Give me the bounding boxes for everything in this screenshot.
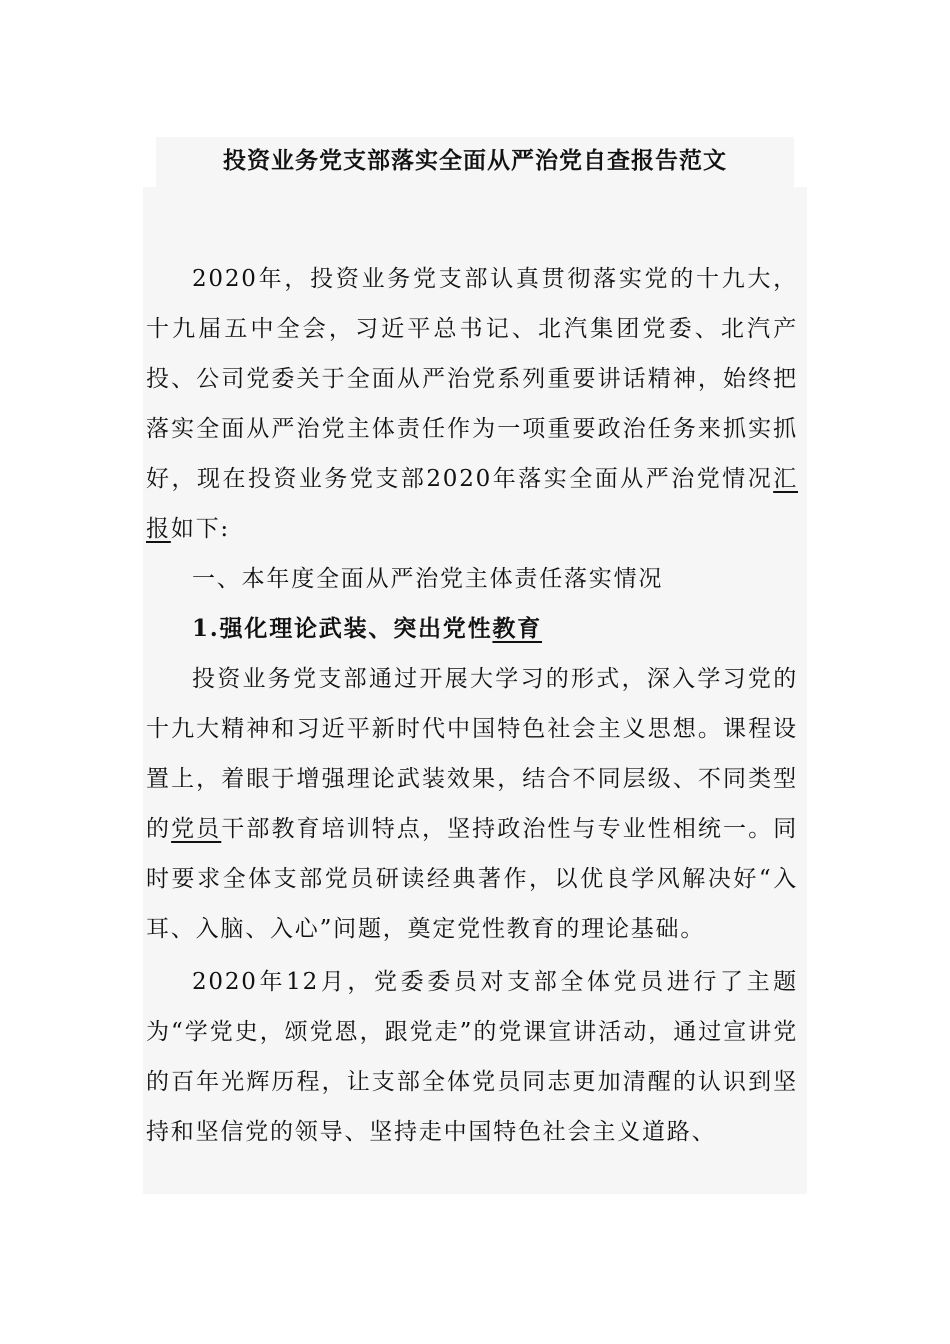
link-education[interactable]: 教育 — [492, 615, 543, 642]
paragraph-study — [146, 654, 798, 954]
document-title: 投资业务党支部落实全面从严治党自查报告范文 — [223, 147, 727, 174]
subsection-heading-text: 1.强化理论武装、突出党性 — [192, 615, 493, 642]
section-heading: 一、本年度全面从严治党主体责任落实情况 — [192, 566, 664, 592]
intro-text: 2020年，投资业务党支部认真贯彻落实党的十九大，十九届五中全会，习近平总书记、北汽集团党委、北汽产投、公司党委关于全面从严治党系列重要讲话精神，始终把落实全面从严治党主体责任作为一项重要政治任务来抓实抓好，现在投资业务党支部2020年落实全面从严治党情况 — [146, 266, 798, 492]
study-text: 投资业务党支部通过开展大学习的形式，深入学习党的十九大精神和习近平新时代中国特色社会主义思想。课程设置上，着眼于增强理论武装效果，结合不同层级、不同类型的 — [146, 666, 798, 842]
link-report[interactable]: 汇报 — [146, 466, 798, 542]
link-party-member[interactable]: 党员 — [171, 816, 222, 842]
document-body — [146, 254, 798, 1157]
intro-text-tail: 如下: — [170, 516, 230, 542]
study-text-tail: 干部教育培训特点，坚持政治性与专业性相统一。同时要求全体支部党员研读经典著作，以优良学风解决好“入耳、入脑、入心”问题，奠定党性教育的理论基础。 — [146, 816, 798, 942]
paragraph-lecture: 2020年12月，党委委员对支部全体党员进行了主题为“学党史，颂党恩，跟党走”的党课宣讲活动，通过宣讲党的百年光辉历程，让支部全体党员同志更加清醒的认识到坚持和坚信党的领导、坚持走中国特色社会主义道路、 — [146, 969, 798, 1145]
subsection-heading — [146, 604, 798, 654]
paragraph-intro — [146, 254, 798, 554]
